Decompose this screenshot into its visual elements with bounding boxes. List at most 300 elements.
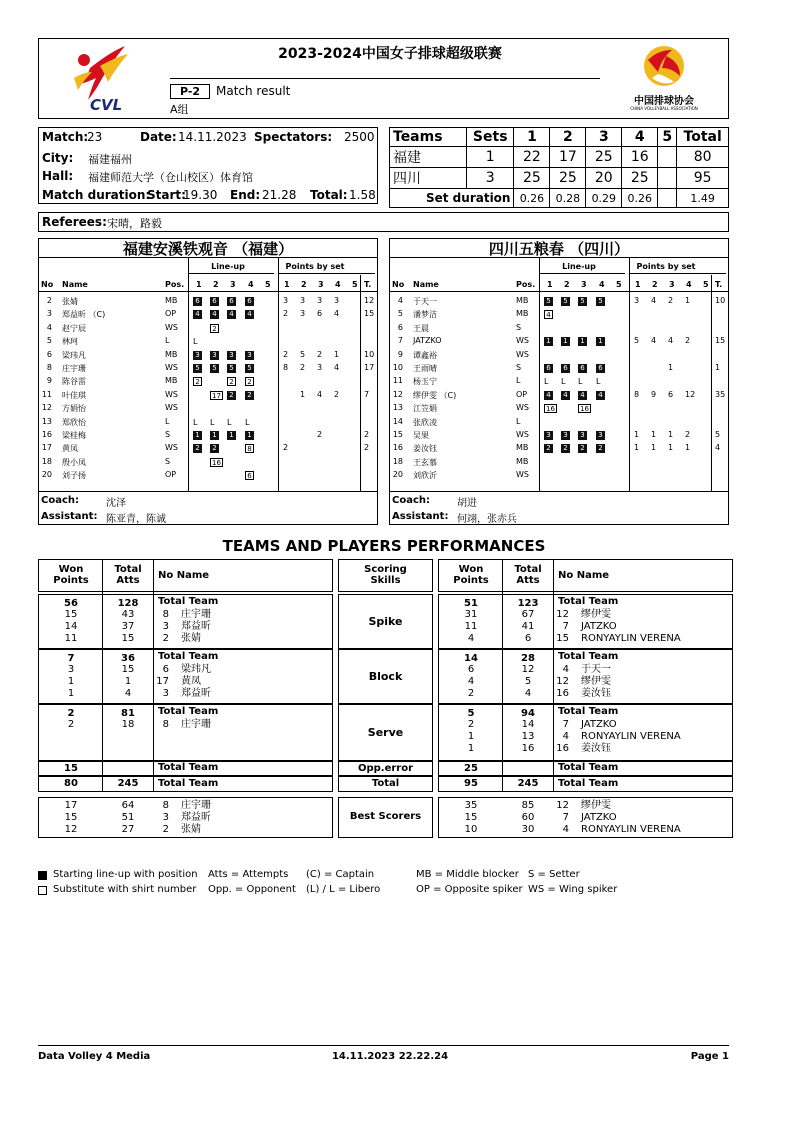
skill-name: Spike xyxy=(368,614,403,628)
player-name: 王玄慕 xyxy=(413,457,437,467)
lineup-set-col: 4 xyxy=(248,280,254,289)
best-won-points: 35 xyxy=(464,800,478,811)
best-player-name: JATZKO xyxy=(581,812,617,823)
player-name: 梁玮凡 xyxy=(62,350,86,360)
legend-mb: MB = Middle blocker xyxy=(416,869,519,880)
team-won-points: 51 xyxy=(464,598,478,609)
end-label: End: xyxy=(230,188,261,202)
assistant-names: 何翊，张赤兵 xyxy=(457,514,517,525)
lineup-cell: 2 xyxy=(578,444,587,453)
lineup-cell: 4 xyxy=(596,391,605,400)
player-number: 3 xyxy=(46,309,52,319)
lineup-cell: 6 xyxy=(210,297,219,306)
points-set-col: 5 xyxy=(703,280,709,289)
team-total-label: Total Team xyxy=(158,651,219,662)
player-won-points: 2 xyxy=(67,719,75,730)
player-total-atts: 18 xyxy=(121,719,135,730)
score-header-sets: Sets xyxy=(467,128,514,147)
points-set-col: 4 xyxy=(686,280,692,289)
points-cell: 5 xyxy=(634,336,640,346)
lineup-cell: L xyxy=(227,417,232,427)
player-total-atts: 4 xyxy=(524,688,532,699)
match-no: 23 xyxy=(87,130,103,144)
points-set-col: 3 xyxy=(669,280,675,289)
team-total-label: Total Team xyxy=(558,706,619,717)
lineup-cell: 4 xyxy=(245,310,254,319)
team-name: 四川五粮春 （四川） xyxy=(488,240,630,258)
lineup-cell: 17 xyxy=(210,391,223,400)
player-shirt-no: 7 xyxy=(562,621,569,632)
lineup-cell: L xyxy=(544,377,549,387)
score-header-set3: 3 xyxy=(586,128,622,147)
team-won-points: 7 xyxy=(67,653,75,664)
player-total-atts: 14 xyxy=(521,719,535,730)
points-set-col: 3 xyxy=(318,280,324,289)
set-duration: 0.26 xyxy=(514,189,550,208)
legend-ws: WS = Wing spiker xyxy=(528,884,618,895)
col-no: No xyxy=(392,280,405,289)
player-number: 13 xyxy=(41,416,52,426)
points-cell: 2 xyxy=(685,430,691,439)
player-total: 10 xyxy=(715,296,726,305)
player-position: WS xyxy=(165,363,178,372)
set-duration: 0.29 xyxy=(586,189,622,208)
player-name: 黄凤 xyxy=(181,676,201,687)
player-name: 于天一 xyxy=(581,664,611,675)
player-number: 16 xyxy=(41,430,52,439)
player-number: 20 xyxy=(392,470,403,480)
player-number: 12 xyxy=(41,403,52,413)
lineup-cell: 1 xyxy=(561,337,570,346)
player-won-points: 11 xyxy=(464,621,478,632)
player-number: 13 xyxy=(392,403,403,413)
team-won-points: 14 xyxy=(464,653,478,664)
best-player-name: RONYAYLIN VERENA xyxy=(581,824,681,835)
points-set-col: 4 xyxy=(335,280,341,289)
player-name: 庄宇珊 xyxy=(181,719,211,730)
points-cell: 3 xyxy=(300,309,306,319)
legend-op: OP = Opposite spiker xyxy=(416,884,523,895)
player-total-atts: 6 xyxy=(524,633,532,644)
player-won-points: 1 xyxy=(67,688,75,699)
player-won-points: 4 xyxy=(467,633,475,644)
player-number: 11 xyxy=(392,376,403,386)
team-total-label: Total Team xyxy=(558,651,619,662)
player-name: 杨玉宁 xyxy=(413,377,437,387)
player-shirt-no: 16 xyxy=(556,688,569,699)
points-cell: 4 xyxy=(651,296,657,305)
col-no: No xyxy=(41,280,54,289)
player-number: 18 xyxy=(41,456,52,466)
best-player-name: 缪伊雯 xyxy=(581,800,611,811)
player-name: 姜汝钰 xyxy=(581,688,611,699)
player-total-atts: 15 xyxy=(121,664,135,675)
player-won-points: 1 xyxy=(467,731,475,742)
best-scorers-label: Best Scorers xyxy=(349,811,422,822)
player-won-points: 1 xyxy=(67,676,75,687)
score-sets: 1 xyxy=(467,147,514,168)
player-name: 王晨 xyxy=(413,323,429,333)
legend-libero: (L) / L = Libero xyxy=(306,884,381,895)
player-name: 缪伊雯 xyxy=(581,609,611,620)
player-won-points: 4 xyxy=(467,676,475,687)
points-cell: 6 xyxy=(317,309,323,319)
lineup-cell: 6 xyxy=(245,297,254,306)
player-name: 张欣凌 xyxy=(413,417,437,427)
total-label: Total: xyxy=(310,188,348,202)
player-position: WS xyxy=(516,470,529,480)
lineup-cell: 3 xyxy=(210,351,219,360)
best-shirt-no: 4 xyxy=(562,824,569,835)
player-total: 2 xyxy=(364,443,370,453)
player-position: WS xyxy=(516,430,529,439)
lineup-cell: 1 xyxy=(245,431,254,440)
points-cell: 1 xyxy=(334,349,340,359)
player-total: 15 xyxy=(715,336,726,346)
total-atts-header: Total Atts xyxy=(514,564,542,586)
player-position: OP xyxy=(165,470,177,480)
lineup-cell: 2 xyxy=(227,391,236,400)
player-won-points: 31 xyxy=(464,609,478,620)
team-total-atts: 81 xyxy=(121,708,135,719)
player-shirt-no: 4 xyxy=(562,664,569,675)
player-name: 郑欣怡 xyxy=(62,417,86,427)
total-left-won: 80 xyxy=(64,778,78,789)
points-cell: 12 xyxy=(685,389,696,399)
player-position: S xyxy=(516,322,522,332)
player-position: L xyxy=(516,416,521,426)
player-position: S xyxy=(165,430,171,439)
player-position: WS xyxy=(165,403,178,413)
best-won-points: 12 xyxy=(64,824,78,835)
player-won-points: 15 xyxy=(64,609,78,620)
points-cell: 2 xyxy=(283,349,289,359)
player-number: 18 xyxy=(392,456,403,466)
best-won-points: 17 xyxy=(64,800,78,811)
player-won-points: 3 xyxy=(67,664,75,675)
lineup-cell: 16 xyxy=(578,404,591,413)
lineup-cell: 2 xyxy=(596,444,605,453)
player-name: RONYAYLIN VERENA xyxy=(581,731,681,742)
best-total-atts: 85 xyxy=(521,800,535,811)
score-set: 25 xyxy=(622,168,658,189)
referees-names: 宋晴，路毅 xyxy=(107,217,162,230)
opp-error-team-label: Total Team xyxy=(558,762,619,773)
best-won-points: 10 xyxy=(464,824,478,835)
player-position: MB xyxy=(516,443,529,453)
lineup-cell: L xyxy=(245,417,250,427)
assistant-label: Assistant: xyxy=(41,511,98,522)
player-shirt-no: 15 xyxy=(556,633,569,644)
points-cell: 3 xyxy=(634,296,640,305)
lineup-cell: 5 xyxy=(245,364,254,373)
lineup-cell: 3 xyxy=(544,431,553,440)
legend-filled-square xyxy=(38,871,47,880)
lineup-cell: 4 xyxy=(544,310,553,319)
team-total-atts: 123 xyxy=(517,598,539,609)
player-name: 方娟怡 xyxy=(62,404,86,414)
team-total-atts: 36 xyxy=(121,653,135,664)
best-total-atts: 64 xyxy=(121,800,135,811)
lineup-cell: 6 xyxy=(544,364,553,373)
player-total-atts: 12 xyxy=(521,664,535,675)
player-name: 刘欣沂 xyxy=(413,471,437,481)
player-position: S xyxy=(516,363,522,372)
player-position: WS xyxy=(165,389,178,399)
player-number: 9 xyxy=(46,376,52,386)
player-won-points: 1 xyxy=(467,743,475,754)
player-name: 姜汝钰 xyxy=(413,444,437,454)
score-set: 16 xyxy=(622,147,658,168)
duration-label: Match duration: xyxy=(42,188,151,202)
best-won-points: 15 xyxy=(64,812,78,823)
score-header-set2: 2 xyxy=(550,128,586,147)
points-cell: 8 xyxy=(634,389,640,399)
lineup-cell: 4 xyxy=(193,310,202,319)
lineup-cell: 2 xyxy=(193,377,202,386)
lineup-cell: 6 xyxy=(561,364,570,373)
best-total-atts: 60 xyxy=(521,812,535,823)
points-cell: 1 xyxy=(668,443,674,453)
score-set: 25 xyxy=(514,168,550,189)
lineup-cell: L xyxy=(596,377,601,387)
lineup-cell: 6 xyxy=(193,297,202,306)
referees-label: Referees: xyxy=(42,215,107,229)
legend-s: S = Setter xyxy=(528,869,580,880)
lineup-cell: 3 xyxy=(596,431,605,440)
lineup-cell: 1 xyxy=(227,431,236,440)
best-player-name: 张婧 xyxy=(181,824,201,835)
player-name: 庄宇珊 xyxy=(62,364,86,373)
points-cell: 2 xyxy=(283,443,289,453)
total-label: Total xyxy=(371,778,400,789)
player-shirt-no: 17 xyxy=(156,676,169,687)
player-name: 吴果 xyxy=(413,431,429,440)
lineup-cell: 16 xyxy=(210,458,223,467)
total-atts-header: Total Atts xyxy=(114,564,142,586)
score-header-set5: 5 xyxy=(658,128,677,147)
player-shirt-no: 2 xyxy=(162,633,169,644)
player-name: 谭鑫裕 xyxy=(413,350,437,360)
points-cell: 1 xyxy=(300,389,306,399)
player-shirt-no: 4 xyxy=(562,731,569,742)
player-total-atts: 15 xyxy=(121,633,135,644)
set-duration-total: 1.49 xyxy=(677,189,729,208)
player-shirt-no: 12 xyxy=(556,676,569,687)
player-name: 于天一 xyxy=(413,297,437,306)
col-pos: Pos. xyxy=(165,280,185,289)
player-won-points: 2 xyxy=(467,719,475,730)
team-total-atts: 128 xyxy=(117,598,139,609)
score-set: 20 xyxy=(586,168,622,189)
lineup-cell: 4 xyxy=(578,391,587,400)
player-position: MB xyxy=(516,296,529,305)
points-cell: 4 xyxy=(317,389,323,399)
end-value: 21.28 xyxy=(262,188,297,202)
player-total-atts: 1 xyxy=(124,676,132,687)
player-name: 张婧 xyxy=(62,297,78,306)
player-number: 4 xyxy=(397,296,403,305)
player-name: 姜汝钰 xyxy=(581,743,611,754)
group-label: A组 xyxy=(170,103,189,116)
team-total-label: Total Team xyxy=(558,596,619,607)
lineup-cell: 3 xyxy=(193,351,202,360)
scoring-skills-header: Scoring Skills xyxy=(364,564,407,586)
points-by-set-header: Points by set xyxy=(285,262,345,271)
player-name: 梁玮凡 xyxy=(181,664,211,675)
player-name: 郑益昕 xyxy=(181,621,211,632)
lineup-header: Line-up xyxy=(211,262,245,271)
footer-center: 14.11.2023 22.22.24 xyxy=(331,1051,449,1062)
player-won-points: 2 xyxy=(467,688,475,699)
lineup-cell: L xyxy=(193,417,198,427)
skill-name: Serve xyxy=(367,725,404,739)
player-name: 黄凤 xyxy=(62,444,78,454)
col-total: T. xyxy=(715,280,723,289)
player-number: 10 xyxy=(392,363,403,372)
player-total: 2 xyxy=(364,430,370,439)
lineup-cell: 3 xyxy=(578,431,587,440)
assistant-label: Assistant: xyxy=(392,511,449,522)
lineup-cell: 3 xyxy=(227,351,236,360)
score-set: 25 xyxy=(550,168,586,189)
lineup-cell: 2 xyxy=(245,377,254,386)
player-total-atts: 43 xyxy=(121,609,135,620)
points-cell: 3 xyxy=(317,296,323,305)
col-name: Name xyxy=(413,280,439,289)
player-name: 郑益昕 （C) xyxy=(62,310,106,320)
total-team-label: Total Team xyxy=(158,778,219,789)
lineup-cell: 2 xyxy=(210,324,219,333)
player-won-points: 14 xyxy=(64,621,78,632)
lineup-cell: L xyxy=(210,417,215,427)
player-position: MB xyxy=(516,309,529,319)
points-cell: 3 xyxy=(300,296,306,305)
start-value: 19.30 xyxy=(183,188,218,202)
best-shirt-no: 12 xyxy=(556,800,569,811)
team-total-label: Total Team xyxy=(158,596,219,607)
legend-empty-square xyxy=(38,886,47,895)
opp-error-team-label: Total Team xyxy=(158,762,219,773)
player-total: 4 xyxy=(715,443,721,453)
best-won-points: 15 xyxy=(464,812,478,823)
points-cell: 4 xyxy=(651,336,657,346)
lineup-cell: 2 xyxy=(210,444,219,453)
player-number: 20 xyxy=(41,470,52,480)
score-header-total: Total xyxy=(677,128,729,147)
player-total: 10 xyxy=(364,349,375,359)
player-name: 刘子扬 xyxy=(62,471,86,481)
player-number: 4 xyxy=(46,322,52,332)
lineup-set-col: 2 xyxy=(564,280,570,289)
lineup-cell: 4 xyxy=(544,391,553,400)
match-date: 14.11.2023 xyxy=(178,130,247,144)
score-team-name: 四川 xyxy=(390,168,467,189)
points-cell: 2 xyxy=(668,296,674,305)
lineup-cell: 3 xyxy=(245,351,254,360)
player-position: L xyxy=(165,416,170,426)
start-label: Start: xyxy=(147,188,186,202)
points-cell: 1 xyxy=(685,443,691,453)
team-total-label: Total Team xyxy=(158,706,219,717)
player-number: 6 xyxy=(397,322,403,332)
player-number: 11 xyxy=(41,389,52,399)
best-total-atts: 51 xyxy=(121,812,135,823)
set-duration: 0.26 xyxy=(622,189,658,208)
lineup-set-col: 2 xyxy=(213,280,219,289)
points-cell: 2 xyxy=(685,336,691,346)
points-cell: 3 xyxy=(283,296,289,305)
lineup-cell: 1 xyxy=(544,337,553,346)
lineup-cell: 4 xyxy=(227,310,236,319)
doc-type: Match result xyxy=(216,84,291,98)
best-total-atts: 30 xyxy=(521,824,535,835)
lineup-cell: L xyxy=(578,377,583,387)
points-cell: 2 xyxy=(283,309,289,319)
points-set-col: 2 xyxy=(652,280,658,289)
player-name: 缪伊雯 xyxy=(581,676,611,687)
player-number: 9 xyxy=(397,349,403,359)
points-cell: 4 xyxy=(668,336,674,346)
lineup-cell: 5 xyxy=(544,297,553,306)
player-position: MB xyxy=(165,296,178,305)
points-cell: 2 xyxy=(300,363,306,372)
spectators-count: 2500 xyxy=(344,130,375,144)
best-player-name: 庄宇珊 xyxy=(181,800,211,811)
lineup-cell: 2 xyxy=(544,444,553,453)
no-name-header: No Name xyxy=(158,570,210,581)
player-name: 林珂 xyxy=(62,337,78,347)
points-cell: 6 xyxy=(668,389,674,399)
best-total-atts: 27 xyxy=(121,824,135,835)
score-set: 25 xyxy=(586,147,622,168)
points-cell: 3 xyxy=(334,296,340,305)
player-total: 15 xyxy=(364,309,375,319)
set-duration-label: Set duration xyxy=(390,189,514,208)
player-position: S xyxy=(165,456,171,466)
lineup-cell: 6 xyxy=(596,364,605,373)
player-position: OP xyxy=(516,389,528,399)
lineup-cell: 2 xyxy=(227,377,236,386)
player-shirt-no: 8 xyxy=(162,719,169,730)
legend-substitute: Substitute with shirt number xyxy=(53,884,197,895)
score-header-set4: 4 xyxy=(622,128,658,147)
player-name: JATZKO xyxy=(581,621,617,632)
player-total: 17 xyxy=(364,363,375,372)
city-label: City: xyxy=(42,151,74,165)
score-total: 95 xyxy=(677,168,729,189)
lineup-cell: 6 xyxy=(245,471,254,480)
player-name: JATZKO xyxy=(413,336,442,346)
points-cell: 1 xyxy=(668,363,674,372)
total-right-won: 95 xyxy=(464,778,478,789)
player-shirt-no: 7 xyxy=(562,719,569,730)
points-set-col: 5 xyxy=(352,280,358,289)
best-shirt-no: 8 xyxy=(162,800,169,811)
total-right-atts: 245 xyxy=(517,778,539,789)
player-number: 5 xyxy=(397,309,403,319)
score-total: 80 xyxy=(677,147,729,168)
lineup-cell: 2 xyxy=(561,444,570,453)
player-name: 潘梦洁 xyxy=(413,310,437,320)
player-total-atts: 37 xyxy=(121,621,135,632)
lineup-cell: 1 xyxy=(193,431,202,440)
player-shirt-no: 3 xyxy=(162,688,169,699)
player-total-atts: 16 xyxy=(521,743,535,754)
player-number: 12 xyxy=(392,389,403,399)
team-total-atts: 94 xyxy=(521,708,535,719)
player-total: 1 xyxy=(715,363,721,372)
